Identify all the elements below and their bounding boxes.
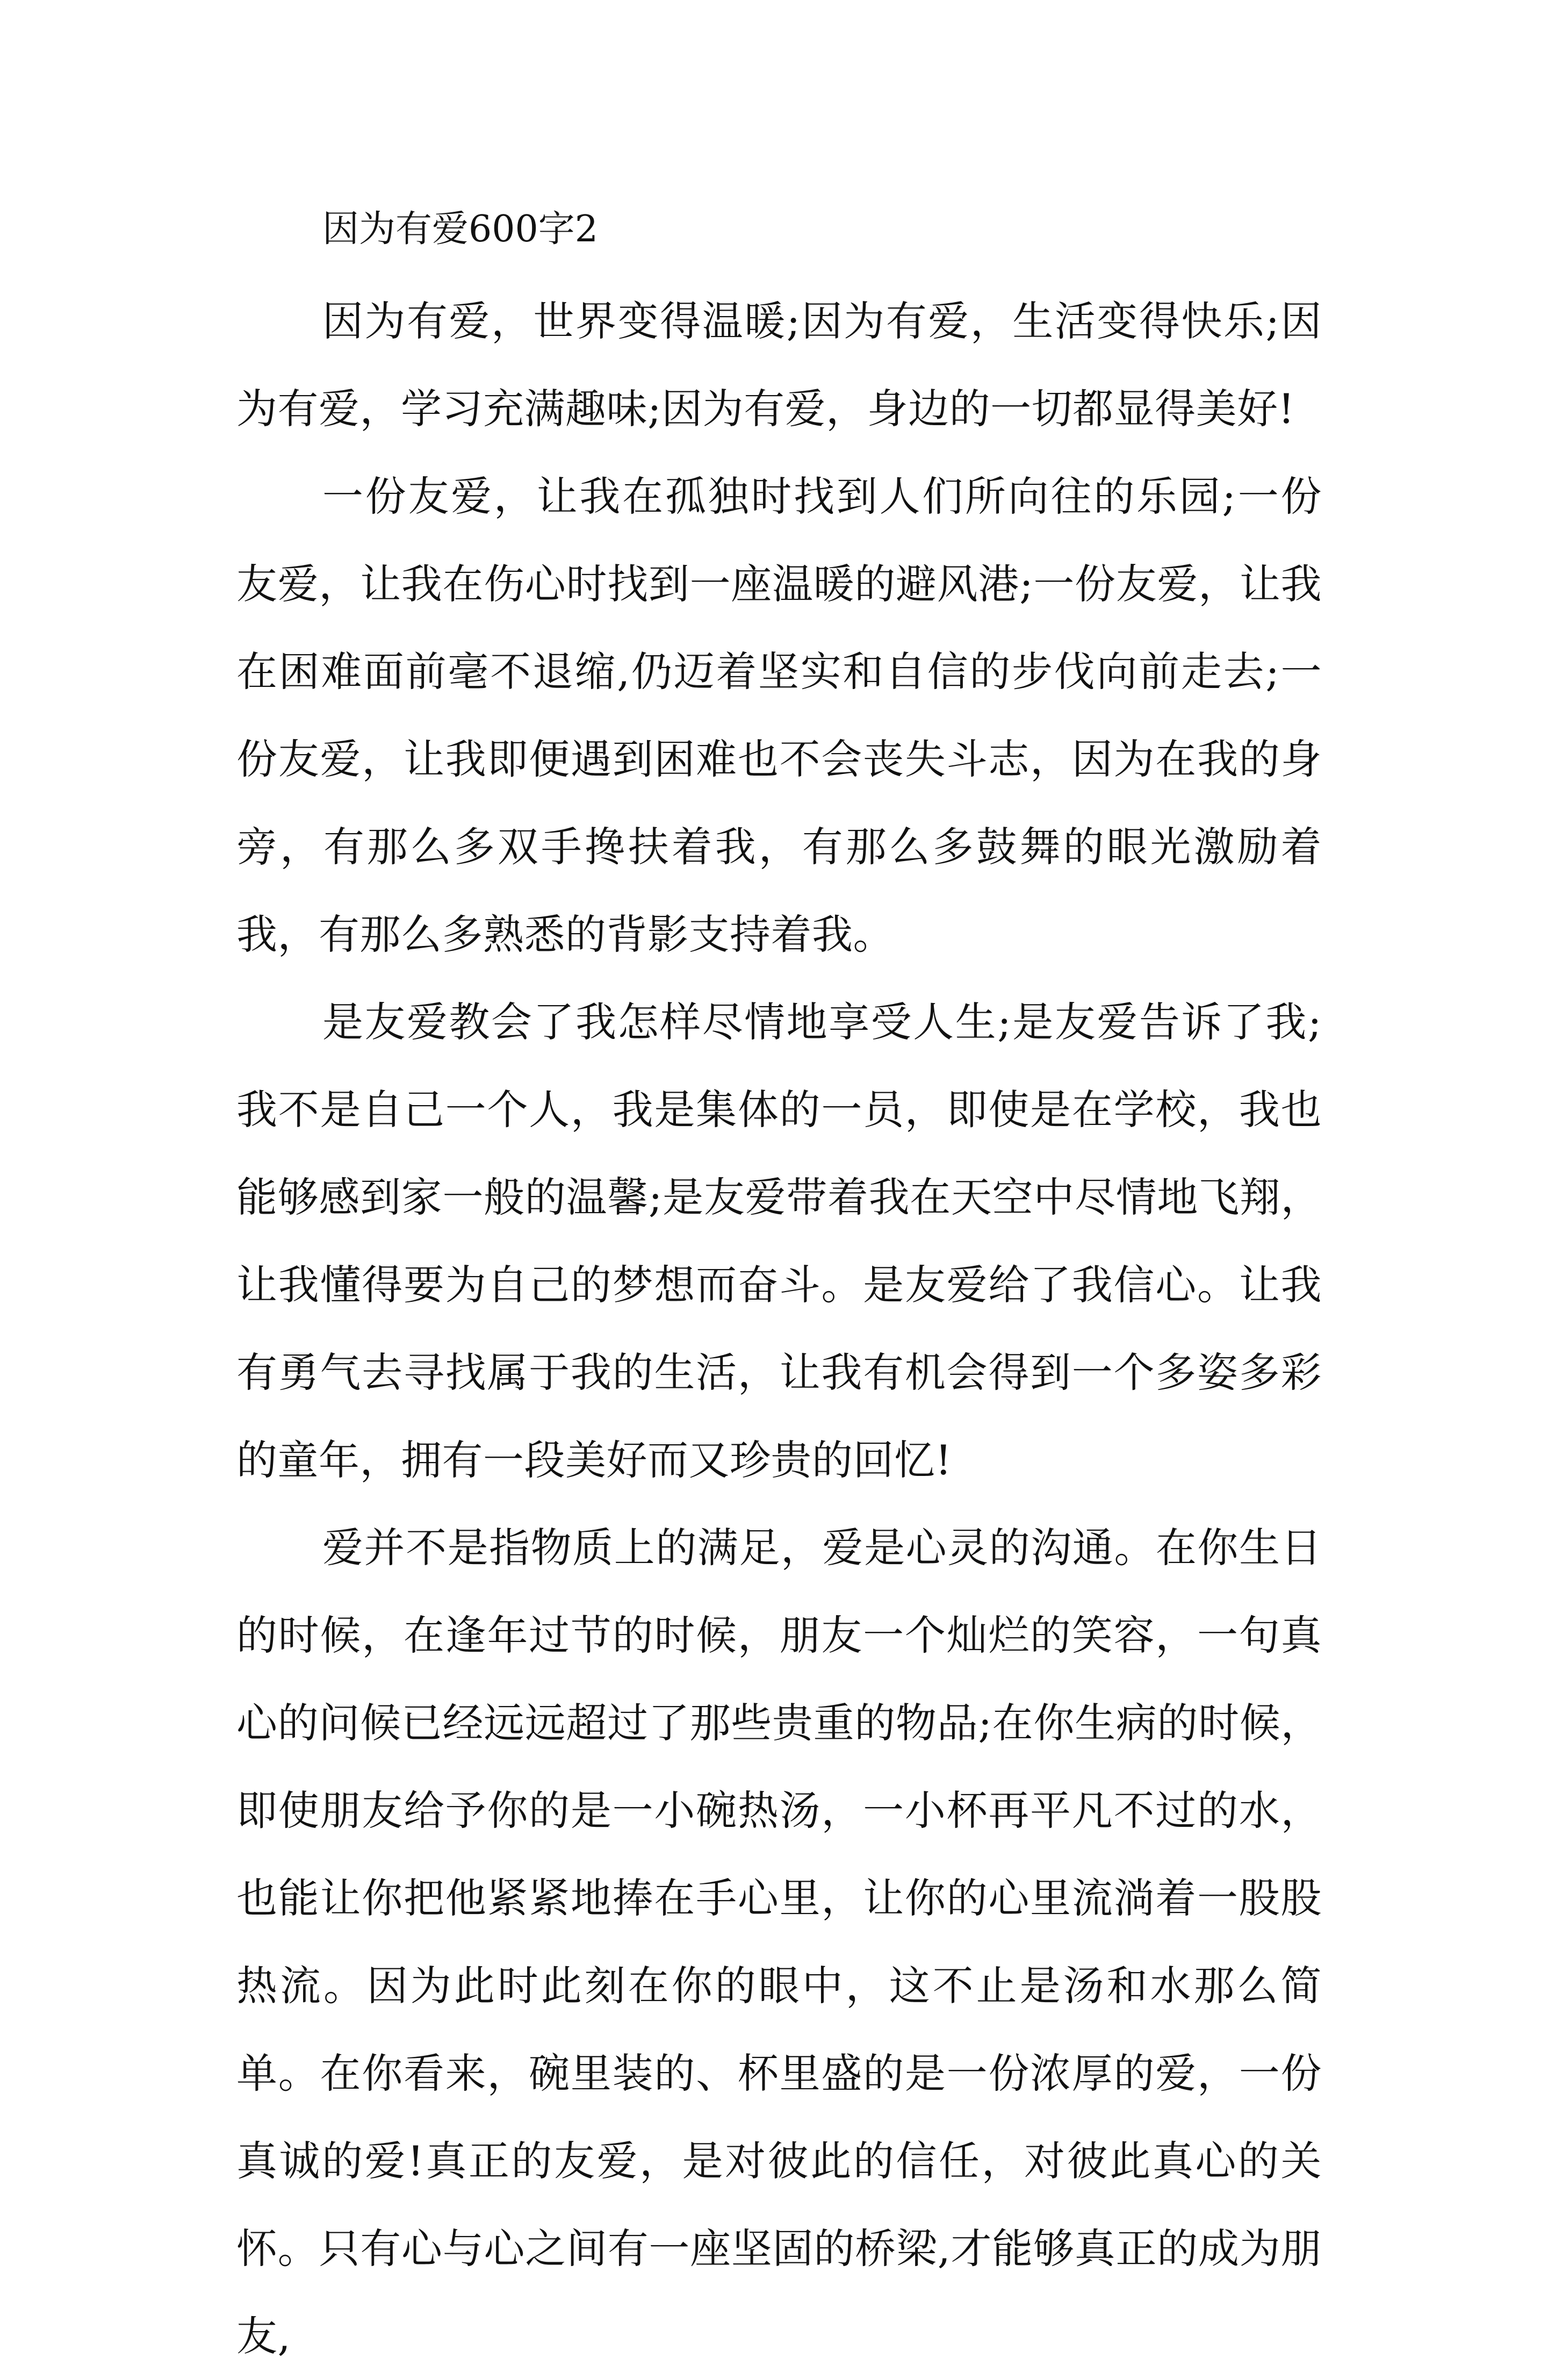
document-title: 因为有爱600字2: [322, 208, 599, 250]
paragraph-1: 因为有爱，世界变得温暖;因为有爱，生活变得快乐;因为有爱，学习充满趣味;因为有爱，身边的一切都显得美好!: [236, 297, 1322, 433]
document-body: [236, 205, 1322, 2380]
paragraph-2: 一份友爱，让我在孤独时找到人们所向往的乐园;一份友爱，让我在伤心时找到一座温暖的避风港;一份友爱，让我在困难面前毫不退缩,仍迈着坚实和自信的步伐向前走去;一份友爱，让我即便遇到困难也不会丧失斗志，因为在我的身旁，有那么多双手搀扶着我，有那么多鼓舞的眼光激励着我，有那么多熟悉的背影支持着我。: [236, 472, 1322, 958]
paragraph-4: 爱并不是指物质上的满足，爱是心灵的沟通。在你生日的时候，在逢年过节的时候，朋友一个灿烂的笑容，一句真心的问候已经远远超过了那些贵重的物品;在你生病的时候，即使朋友给予你的是一小碗热汤，一小杯再平凡不过的水，也能让你把他紧紧地捧在手心里，让你的心里流淌着一股股热流。因为此时此刻在你的眼中，这不止是汤和水那么简单。在你看来，碗里装的、杯里盛的是一份浓厚的爱，一份真诚的爱!真正的友爱，是对彼此的信任，对彼此真心的关怀。只有心与心之间有一座坚固的桥梁,才能够真正的成为朋友,: [236, 1524, 1322, 2360]
paragraph-3: 是友爱教会了我怎样尽情地享受人生;是友爱告诉了我;我不是自己一个人，我是集体的一员，即使是在学校，我也能够感到家一般的温馨;是友爱带着我在天空中尽情地飞翔，让我懂得要为自己的梦想而奋斗。是友爱给了我信心。让我有勇气去寻找属于我的生活，让我有机会得到一个多姿多彩的童年，拥有一段美好而又珍贵的回忆!: [236, 998, 1322, 1484]
